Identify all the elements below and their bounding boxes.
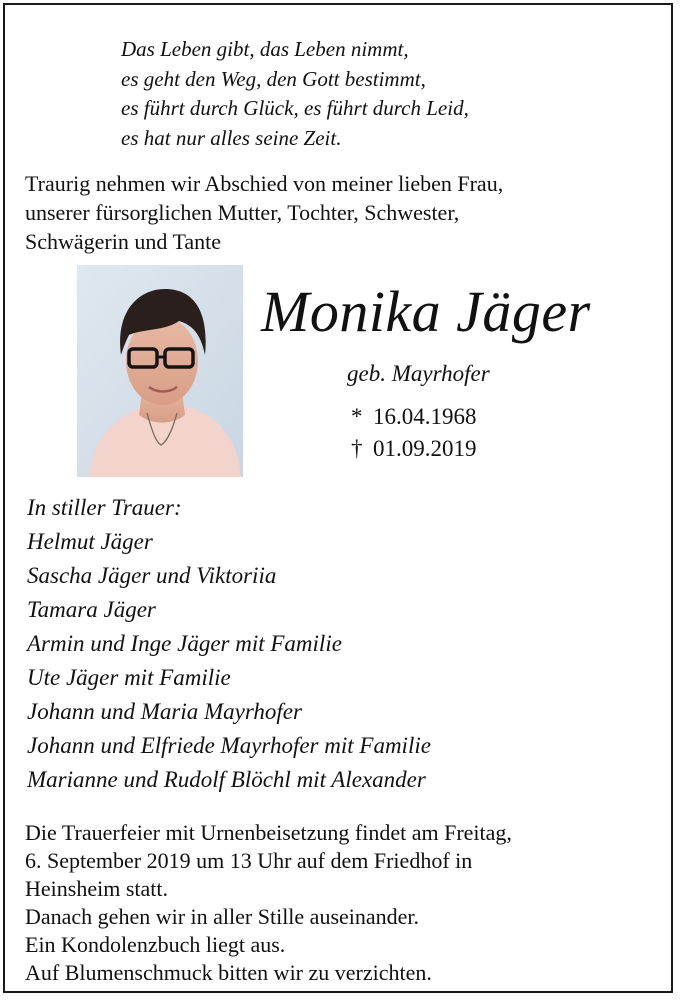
mourner-name: Marianne und Rudolf Blöchl mit Alexander bbox=[27, 767, 426, 792]
closing-line: Heinsheim statt. bbox=[25, 876, 168, 901]
birth-date: 16.04.1968 bbox=[373, 404, 477, 429]
birth-date-row bbox=[351, 401, 477, 433]
life-dates bbox=[351, 401, 477, 465]
death-date-row bbox=[351, 433, 477, 465]
poem-line: es führt durch Glück, es führt durch Leid, bbox=[121, 96, 469, 120]
intro-line: unserer fürsorglichen Mutter, Tochter, Schwester, bbox=[25, 200, 460, 225]
maiden-name: geb. Mayrhofer bbox=[347, 361, 490, 386]
poem-line: es geht den Weg, den Gott bestimmt, bbox=[121, 66, 426, 91]
poem bbox=[121, 35, 469, 153]
poem-line: es hat nur alles seine Zeit. bbox=[121, 125, 342, 150]
deceased-name: Monika Jäger bbox=[261, 279, 591, 344]
death-cross-symbol: † bbox=[351, 436, 363, 461]
closing-line: Die Trauerfeier mit Urnenbeisetzung findet am Freitag, bbox=[25, 820, 512, 845]
intro-line: Traurig nehmen wir Abschied von meiner lieben Frau, bbox=[25, 171, 504, 196]
closing-line: 6. September 2019 um 13 Uhr auf dem Friedhof in bbox=[25, 848, 473, 873]
death-date: 01.09.2019 bbox=[373, 436, 477, 461]
closing-line: Danach gehen wir in aller Stille auseinander. bbox=[25, 904, 420, 929]
portrait-photo bbox=[77, 265, 243, 477]
mourners-heading: In stiller Trauer: bbox=[27, 495, 182, 520]
mourner-name: Armin und Inge Jäger mit Familie bbox=[27, 631, 342, 656]
closing-line: Ein Kondolenzbuch liegt aus. bbox=[25, 932, 286, 957]
mourners-list bbox=[27, 491, 431, 797]
intro-text bbox=[25, 169, 665, 256]
closing-line: Auf Blumenschmuck bitten wir zu verzichten. bbox=[25, 960, 432, 985]
birth-star-symbol: * bbox=[351, 404, 363, 429]
closing-text bbox=[25, 819, 665, 987]
mourner-name: Johann und Elfriede Mayrhofer mit Familie bbox=[27, 733, 431, 758]
portrait-illustration bbox=[77, 265, 243, 477]
obituary-frame bbox=[3, 3, 673, 993]
mourner-name: Ute Jäger mit Familie bbox=[27, 665, 231, 690]
mourner-name: Sascha Jäger und Viktoriia bbox=[27, 563, 277, 588]
mourner-name: Johann und Maria Mayrhofer bbox=[27, 699, 302, 724]
poem-line: Das Leben gibt, das Leben nimmt, bbox=[121, 37, 409, 61]
mourner-name: Helmut Jäger bbox=[27, 529, 153, 554]
intro-line: Schwägerin und Tante bbox=[25, 229, 222, 254]
mourner-name: Tamara Jäger bbox=[27, 597, 156, 622]
